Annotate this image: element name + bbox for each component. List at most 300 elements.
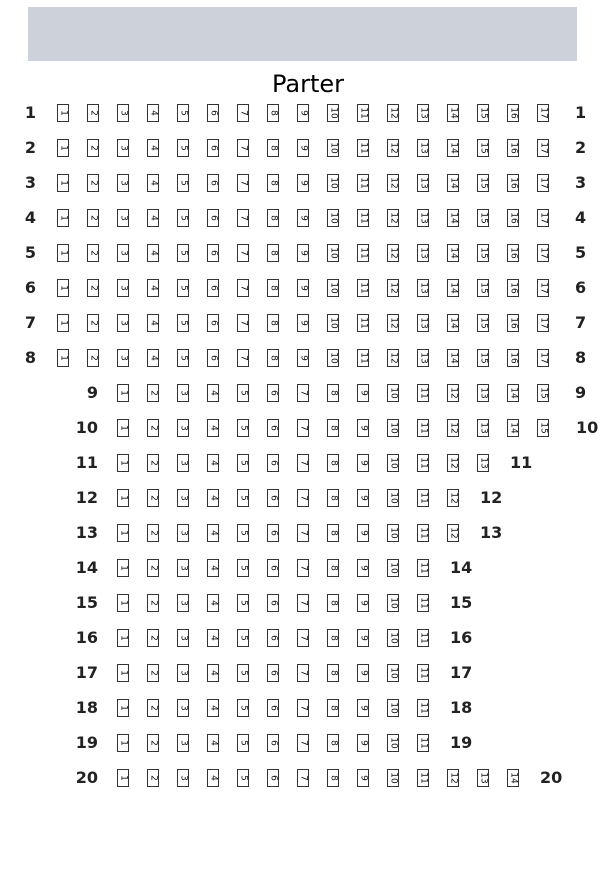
seat-button[interactable] [357, 769, 369, 787]
seat-button[interactable] [267, 629, 279, 647]
seat-button[interactable] [297, 559, 309, 577]
seat-button[interactable] [237, 314, 249, 332]
seat-button[interactable] [537, 174, 549, 192]
seat-button[interactable] [87, 279, 99, 297]
seat-number: 17 [538, 317, 549, 329]
seat-button[interactable] [297, 139, 309, 157]
seat-button[interactable] [297, 524, 309, 542]
seat-button[interactable] [237, 384, 249, 402]
seat-button[interactable] [297, 174, 309, 192]
seat-button[interactable] [117, 104, 129, 122]
seat-button[interactable] [147, 209, 159, 227]
seat-button[interactable] [237, 734, 249, 752]
seat-button[interactable] [147, 699, 159, 717]
seat-button[interactable] [207, 664, 219, 682]
seat-button[interactable] [327, 594, 339, 612]
seat-button[interactable] [297, 769, 309, 787]
seat-button[interactable] [477, 454, 489, 472]
seat-button[interactable] [237, 139, 249, 157]
seat-button[interactable] [207, 699, 219, 717]
seat-button[interactable] [177, 139, 189, 157]
seat-button[interactable] [297, 209, 309, 227]
row-label-left: 4 [24, 208, 36, 227]
seat-button[interactable] [477, 279, 489, 297]
seat-button[interactable] [207, 139, 219, 157]
seat-button[interactable] [177, 314, 189, 332]
seat-button[interactable] [477, 314, 489, 332]
seat-button[interactable] [147, 384, 159, 402]
seat-button[interactable] [267, 104, 279, 122]
seat-button[interactable] [417, 209, 429, 227]
seat-button[interactable] [447, 419, 459, 437]
seat-button[interactable] [417, 629, 429, 647]
seat-button[interactable] [117, 174, 129, 192]
seat-button[interactable] [117, 349, 129, 367]
seat-button[interactable] [297, 664, 309, 682]
seat-button[interactable] [507, 384, 519, 402]
seat-button[interactable] [267, 384, 279, 402]
seat-button[interactable] [357, 384, 369, 402]
seat-number: 9 [298, 145, 309, 151]
seat-button[interactable] [267, 559, 279, 577]
seat-button[interactable] [147, 244, 159, 262]
seat-button[interactable] [267, 279, 279, 297]
seat-button[interactable] [357, 734, 369, 752]
seat-button[interactable] [327, 104, 339, 122]
seat-button[interactable] [357, 629, 369, 647]
seat-number: 6 [268, 775, 279, 781]
seat-button[interactable] [267, 244, 279, 262]
seat-button[interactable] [327, 524, 339, 542]
seat-button[interactable] [477, 174, 489, 192]
seat-button[interactable] [87, 104, 99, 122]
seat-button[interactable] [237, 174, 249, 192]
seat-button[interactable] [177, 664, 189, 682]
seat-button[interactable] [507, 349, 519, 367]
seat-number: 9 [358, 425, 369, 431]
seat-button[interactable] [117, 664, 129, 682]
seat-button[interactable] [387, 524, 399, 542]
seat-button[interactable] [207, 384, 219, 402]
seat-button[interactable] [447, 279, 459, 297]
seat-button[interactable] [447, 104, 459, 122]
seat-button[interactable] [207, 629, 219, 647]
seat-button[interactable] [507, 279, 519, 297]
seat-button[interactable] [417, 384, 429, 402]
seat-button[interactable] [57, 209, 69, 227]
seat-button[interactable] [417, 664, 429, 682]
seat-button[interactable] [447, 314, 459, 332]
seat-button[interactable] [537, 314, 549, 332]
seat-button[interactable] [177, 174, 189, 192]
seat-button[interactable] [87, 314, 99, 332]
seat-button[interactable] [507, 314, 519, 332]
seat-button[interactable] [57, 104, 69, 122]
seat-number: 13 [418, 352, 429, 364]
seat-button[interactable] [267, 734, 279, 752]
seat-button[interactable] [87, 244, 99, 262]
seat-button[interactable] [177, 524, 189, 542]
seat-button[interactable] [387, 734, 399, 752]
seat-button[interactable] [297, 734, 309, 752]
seat-button[interactable] [267, 524, 279, 542]
seat-button[interactable] [327, 279, 339, 297]
seat-button[interactable] [447, 384, 459, 402]
seat-button[interactable] [387, 664, 399, 682]
seat-button[interactable] [147, 104, 159, 122]
seat-button[interactable] [237, 629, 249, 647]
seat-number: 8 [268, 355, 279, 361]
seat-button[interactable] [327, 384, 339, 402]
seat-button[interactable] [417, 349, 429, 367]
seat-button[interactable] [327, 734, 339, 752]
seat-button[interactable] [357, 244, 369, 262]
seat-button[interactable] [327, 769, 339, 787]
seat-button[interactable] [417, 174, 429, 192]
seat-button[interactable] [297, 349, 309, 367]
seat-button[interactable] [417, 769, 429, 787]
seat-number: 6 [268, 740, 279, 746]
seat-button[interactable] [417, 139, 429, 157]
seat-button[interactable] [357, 349, 369, 367]
seat-button[interactable] [357, 174, 369, 192]
seat-button[interactable] [297, 279, 309, 297]
seat-button[interactable] [267, 139, 279, 157]
seat-button[interactable] [357, 279, 369, 297]
seat-button[interactable] [417, 279, 429, 297]
seat-button[interactable] [387, 769, 399, 787]
seat-button[interactable] [447, 139, 459, 157]
seat-button[interactable] [537, 279, 549, 297]
seat-button[interactable] [117, 629, 129, 647]
seat-button[interactable] [387, 314, 399, 332]
seat-button[interactable] [537, 419, 549, 437]
seat-button[interactable] [117, 314, 129, 332]
seat-button[interactable] [267, 664, 279, 682]
seat-button[interactable] [357, 314, 369, 332]
seat-button[interactable] [267, 314, 279, 332]
seat-button[interactable] [537, 244, 549, 262]
seat-button[interactable] [117, 139, 129, 157]
seat-button[interactable] [357, 559, 369, 577]
seat-button[interactable] [207, 734, 219, 752]
seat-button[interactable] [297, 384, 309, 402]
seat-button[interactable] [147, 139, 159, 157]
seat-button[interactable] [177, 454, 189, 472]
seat-button[interactable] [207, 174, 219, 192]
seat-button[interactable] [57, 174, 69, 192]
seat-button[interactable] [387, 454, 399, 472]
seat-button[interactable] [267, 454, 279, 472]
seat-button[interactable] [207, 349, 219, 367]
seat-button[interactable] [57, 139, 69, 157]
seat-button[interactable] [57, 314, 69, 332]
seat-button[interactable] [117, 279, 129, 297]
seat-button[interactable] [177, 279, 189, 297]
seat-button[interactable] [147, 734, 159, 752]
seat-button[interactable] [477, 209, 489, 227]
seat-button[interactable] [147, 664, 159, 682]
seat-button[interactable] [237, 769, 249, 787]
seat-button[interactable] [297, 244, 309, 262]
seat-button[interactable] [477, 349, 489, 367]
seat-button[interactable] [117, 454, 129, 472]
seat-button[interactable] [237, 349, 249, 367]
seat-button[interactable] [477, 104, 489, 122]
seat-button[interactable] [327, 664, 339, 682]
seat-button[interactable] [117, 559, 129, 577]
seat-button[interactable] [117, 524, 129, 542]
seat-button[interactable] [387, 139, 399, 157]
seat-button[interactable] [417, 524, 429, 542]
seat-button[interactable] [57, 279, 69, 297]
seat-button[interactable] [237, 524, 249, 542]
seat-button[interactable] [387, 349, 399, 367]
seat-button[interactable] [237, 244, 249, 262]
seat-button[interactable] [147, 349, 159, 367]
seat-button[interactable] [207, 524, 219, 542]
seat-button[interactable] [177, 209, 189, 227]
seat-button[interactable] [177, 384, 189, 402]
seat-button[interactable] [327, 244, 339, 262]
seat-button[interactable] [207, 279, 219, 297]
seat-button[interactable] [117, 489, 129, 507]
seat-button[interactable] [237, 559, 249, 577]
seat-button[interactable] [117, 209, 129, 227]
seat-button[interactable] [447, 349, 459, 367]
seat-button[interactable] [537, 139, 549, 157]
seat-button[interactable] [147, 419, 159, 437]
seat-button[interactable] [507, 419, 519, 437]
seat-button[interactable] [297, 594, 309, 612]
seat-button[interactable] [477, 769, 489, 787]
seat-number: 4 [148, 145, 159, 151]
seat-button[interactable] [207, 419, 219, 437]
seat-button[interactable] [297, 699, 309, 717]
seat-button[interactable] [87, 349, 99, 367]
seat-button[interactable] [357, 699, 369, 717]
seat-button[interactable] [87, 174, 99, 192]
seat-button[interactable] [327, 419, 339, 437]
seat-button[interactable] [237, 419, 249, 437]
seat-button[interactable] [417, 559, 429, 577]
seat-button[interactable] [267, 699, 279, 717]
seat-button[interactable] [237, 279, 249, 297]
seat-button[interactable] [177, 629, 189, 647]
seat-button[interactable] [477, 139, 489, 157]
seat-button[interactable] [417, 419, 429, 437]
seat-button[interactable] [207, 594, 219, 612]
seat-button[interactable] [387, 244, 399, 262]
seat-button[interactable] [327, 454, 339, 472]
seat-button[interactable] [267, 174, 279, 192]
seat-button[interactable] [357, 489, 369, 507]
seat-number: 6 [208, 285, 219, 291]
seat-button[interactable] [117, 244, 129, 262]
seat-button[interactable] [177, 489, 189, 507]
seat-button[interactable] [237, 594, 249, 612]
seat-button[interactable] [297, 489, 309, 507]
seat-button[interactable] [207, 559, 219, 577]
seat-button[interactable] [357, 664, 369, 682]
seat-button[interactable] [417, 699, 429, 717]
seat-button[interactable] [297, 314, 309, 332]
seat-button[interactable] [177, 349, 189, 367]
seat-button[interactable] [207, 454, 219, 472]
seat-button[interactable] [417, 734, 429, 752]
seat-button[interactable] [387, 594, 399, 612]
seat-button[interactable] [507, 174, 519, 192]
seat-button[interactable] [147, 769, 159, 787]
seat-button[interactable] [267, 769, 279, 787]
seat-button[interactable] [177, 244, 189, 262]
seat-button[interactable] [297, 419, 309, 437]
seat-button[interactable] [327, 699, 339, 717]
seat-button[interactable] [357, 524, 369, 542]
seat-button[interactable] [237, 664, 249, 682]
seat-button[interactable] [327, 314, 339, 332]
seat-button[interactable] [207, 209, 219, 227]
seat-button[interactable] [177, 419, 189, 437]
seat-number: 2 [88, 110, 99, 116]
seat-button[interactable] [147, 314, 159, 332]
seat-button[interactable] [447, 454, 459, 472]
seat-button[interactable] [57, 349, 69, 367]
seat-button[interactable] [207, 104, 219, 122]
seat-button[interactable] [327, 174, 339, 192]
seat-button[interactable] [147, 524, 159, 542]
seat-button[interactable] [357, 139, 369, 157]
seat-button[interactable] [447, 209, 459, 227]
seat-button[interactable] [447, 769, 459, 787]
seat-button[interactable] [267, 594, 279, 612]
seat-button[interactable] [537, 349, 549, 367]
seat-button[interactable] [117, 384, 129, 402]
seat-button[interactable] [237, 454, 249, 472]
seat-button[interactable] [387, 209, 399, 227]
seat-button[interactable] [327, 629, 339, 647]
seat-button[interactable] [387, 104, 399, 122]
hall-title: Parter [271, 70, 344, 98]
seat-button[interactable] [357, 104, 369, 122]
seat-button[interactable] [537, 209, 549, 227]
seat-button[interactable] [507, 769, 519, 787]
seat-button[interactable] [417, 489, 429, 507]
seat-button[interactable] [507, 209, 519, 227]
seat-button[interactable] [207, 244, 219, 262]
seat-button[interactable] [507, 139, 519, 157]
seat-button[interactable] [327, 209, 339, 227]
seat-button[interactable] [237, 104, 249, 122]
seat-button[interactable] [327, 489, 339, 507]
seat-button[interactable] [297, 104, 309, 122]
seat-button[interactable] [387, 629, 399, 647]
seat-button[interactable] [387, 384, 399, 402]
seat-number: 3 [178, 635, 189, 641]
seat-button[interactable] [147, 279, 159, 297]
seat-button[interactable] [267, 419, 279, 437]
seat-button[interactable] [147, 559, 159, 577]
seat-button[interactable] [387, 559, 399, 577]
seat-button[interactable] [267, 209, 279, 227]
seat-button[interactable] [387, 699, 399, 717]
seat-button[interactable] [507, 244, 519, 262]
seat-button[interactable] [507, 104, 519, 122]
seat-button[interactable] [57, 244, 69, 262]
seat-button[interactable] [417, 314, 429, 332]
row-label-left: 13 [75, 523, 98, 542]
seat-button[interactable] [357, 419, 369, 437]
seat-button[interactable] [117, 769, 129, 787]
seat-button[interactable] [237, 489, 249, 507]
seat-button[interactable] [297, 629, 309, 647]
seat-button[interactable] [117, 594, 129, 612]
seat-button[interactable] [207, 769, 219, 787]
seat-button[interactable] [417, 244, 429, 262]
seat-button[interactable] [87, 209, 99, 227]
seat-button[interactable] [447, 489, 459, 507]
seat-button[interactable] [147, 629, 159, 647]
seat-button[interactable] [417, 594, 429, 612]
seat-button[interactable] [177, 699, 189, 717]
seat-button[interactable] [267, 349, 279, 367]
seat-button[interactable] [267, 489, 279, 507]
seat-button[interactable] [207, 489, 219, 507]
seat-button[interactable] [207, 314, 219, 332]
seat-button[interactable] [327, 559, 339, 577]
seat-button[interactable] [297, 454, 309, 472]
seat-number: 6 [208, 180, 219, 186]
seat-button[interactable] [117, 734, 129, 752]
seat-button[interactable] [447, 524, 459, 542]
seat-button[interactable] [117, 699, 129, 717]
seat-button[interactable] [147, 174, 159, 192]
seat-button[interactable] [477, 384, 489, 402]
seat-button[interactable] [147, 489, 159, 507]
seat-button[interactable] [147, 594, 159, 612]
seat-button[interactable] [537, 384, 549, 402]
seat-button[interactable] [87, 139, 99, 157]
seat-button[interactable] [177, 734, 189, 752]
seat-button[interactable] [477, 244, 489, 262]
seat-button[interactable] [147, 454, 159, 472]
seat-button[interactable] [477, 419, 489, 437]
seat-button[interactable] [387, 174, 399, 192]
seat-button[interactable] [357, 209, 369, 227]
seat-button[interactable] [357, 594, 369, 612]
row-label-right: 13 [480, 523, 503, 542]
seat-number: 8 [268, 180, 279, 186]
seat-button[interactable] [537, 104, 549, 122]
seat-button[interactable] [447, 174, 459, 192]
seat-button[interactable] [117, 419, 129, 437]
seat-button[interactable] [387, 489, 399, 507]
seat-button[interactable] [327, 139, 339, 157]
seat-button[interactable] [447, 244, 459, 262]
seat-button[interactable] [177, 594, 189, 612]
seat-button[interactable] [387, 279, 399, 297]
seat-button[interactable] [177, 559, 189, 577]
seat-button[interactable] [387, 419, 399, 437]
seat-button[interactable] [177, 769, 189, 787]
seat-button[interactable] [237, 209, 249, 227]
seat-button[interactable] [357, 454, 369, 472]
seat-button[interactable] [327, 349, 339, 367]
seat-button[interactable] [237, 699, 249, 717]
seat-button[interactable] [417, 454, 429, 472]
seat-button[interactable] [417, 104, 429, 122]
seat-button[interactable] [177, 104, 189, 122]
